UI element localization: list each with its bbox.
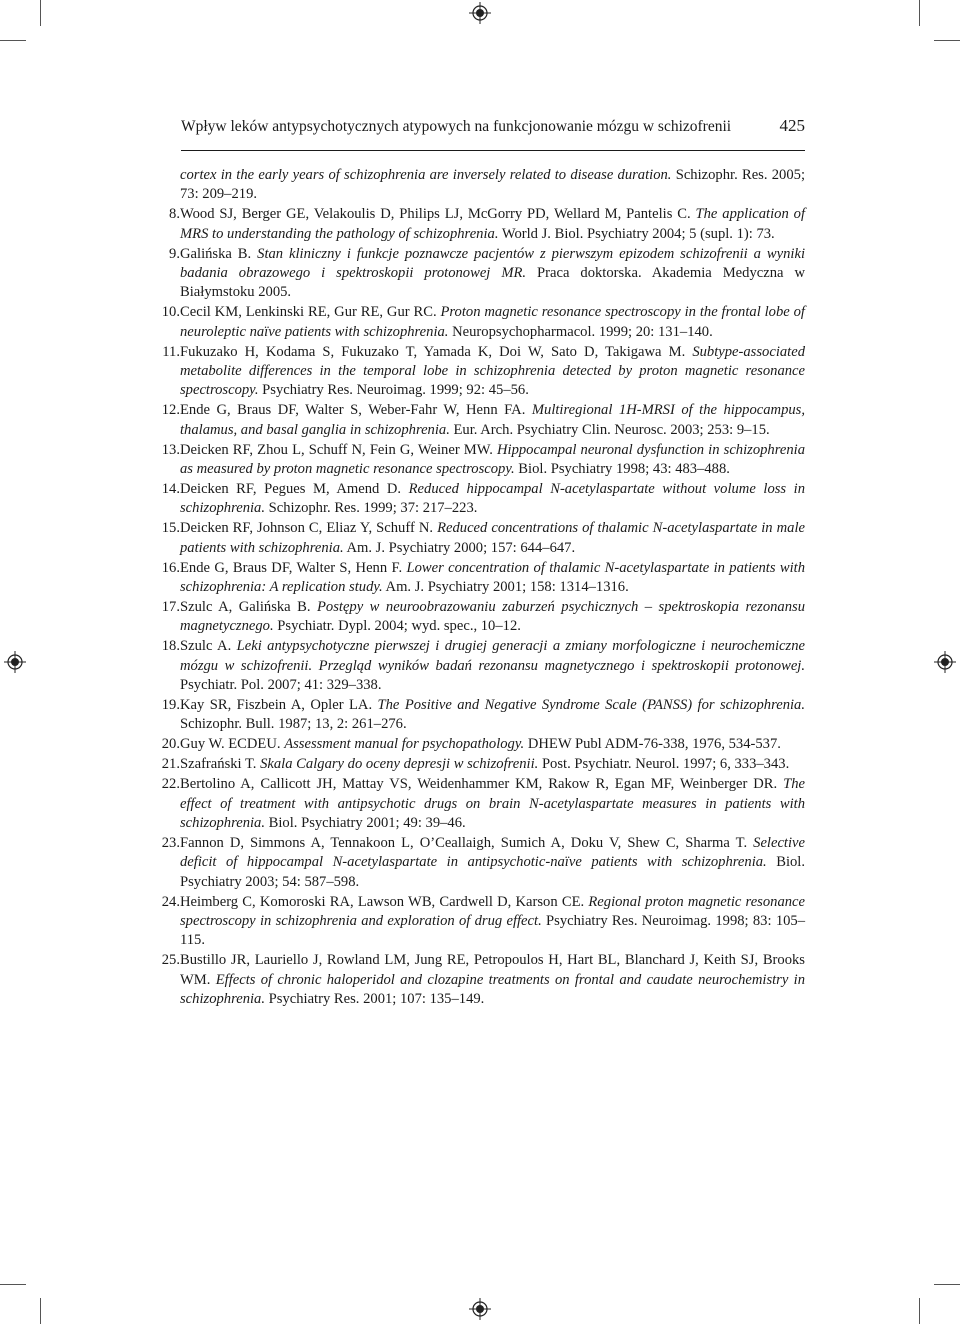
reference-source: World J. Biol. Psychiatry 2004; 5 (supl. 1): 73. (498, 225, 775, 242)
reference-item (143, 696, 805, 735)
reference-number (143, 303, 180, 342)
reference-number-text: 8. (169, 206, 180, 223)
reference-item (143, 893, 805, 951)
reference-authors: Ende G, Braus DF, Walter S, Henn F. (180, 559, 407, 576)
reference-number-text: 12. (161, 402, 180, 419)
reference-authors: Fannon D, Simmons A, Tennakoon L, O’Ceallaigh, Sumich A, Doku V, Shew C, Sharma T. (180, 834, 754, 851)
reference-number-text: 9. (169, 245, 180, 262)
reference-number (143, 166, 180, 205)
reference-authors: Galińska B. (180, 245, 258, 262)
reference-source: Am. J. Psychiatry 2000; 157: 644–647. (343, 539, 576, 556)
reference-authors: Szulc A, Galińska B. (180, 598, 317, 615)
reference-number-text: 20. (161, 736, 180, 753)
reference-authors: Deicken RF, Johnson C, Eliaz Y, Schuff N. (180, 520, 438, 537)
reference-title: Reduced concentrations of thalamic N-acetylaspartate in male patients with schizophrenia. (180, 520, 805, 556)
reference-title: Hippocampal neuronal dysfunction in schizophrenia as measured by proton magnetic resonance spectroscopy. (180, 441, 805, 478)
reference-number (143, 205, 180, 244)
reference-authors: Bustillo JR, Lauriello J, Rowland LM, Jung RE, Petropoulos H, Hart BL, Blanchard J, Keith SJ, Brooks WM. (180, 952, 805, 988)
reference-number-text: 17. (161, 598, 180, 615)
reference-title: The application of MRS to understanding the pathology of schizophrenia. (180, 206, 805, 242)
reference-text (180, 245, 805, 303)
reference-source: Schizophr. Bull. 1987; 13, 2: 261–276. (180, 716, 407, 733)
reference-title: Selective deficit of hippocampal N-acetylaspartate in antipsychotic-naïve patients with schizophrenia. (180, 834, 805, 871)
reference-text (180, 735, 805, 754)
reference-text (180, 303, 805, 342)
reference-authors: Guy W. ECDEU. (180, 736, 285, 753)
reference-title: Lower concentration of thalamic N-acetylaspartate in patients with schizophrenia: A replication study. (180, 559, 806, 596)
reference-number-text: 14. (161, 481, 180, 497)
reference-source: Praca doktorska. Akademia Medyczna w Białymstoku 2005. (180, 265, 805, 301)
registration-mark-icon (4, 651, 26, 673)
reference-item (143, 951, 805, 1009)
reference-item (143, 303, 805, 342)
reference-text (180, 480, 805, 519)
reference-item (143, 205, 805, 244)
reference-authors: Fukuzako H, Kodama S, Fukuzako T, Yamada K, Doi W, Sato D, Takigawa M. (180, 343, 693, 360)
reference-source: Post. Psychiatr. Neurol. 1997; 6, 333–343. (538, 756, 790, 773)
reference-source: Eur. Arch. Psychiatry Clin. Neurosc. 2003; 253: 9–15. (449, 421, 770, 438)
reference-item (143, 775, 805, 833)
reference-title: Reduced hippocampal N-acetylaspartate without volume loss in schizophrenia. (180, 481, 806, 517)
registration-mark-icon (934, 651, 956, 673)
reference-number (143, 755, 180, 774)
reference-authors: Deicken RF, Zhou L, Schuff N, Fein G, Weiner MW. (180, 441, 497, 458)
reference-title: Skala Calgary do oceny depresji w schizofrenii. (260, 756, 539, 773)
reference-source: Psychiatry Res. Neuroimag. 1998; 83: 105–115. (180, 912, 806, 949)
reference-list (143, 166, 805, 1010)
reference-number (143, 696, 180, 735)
page-number: 425 (779, 116, 805, 135)
reference-number-text: 24. (161, 893, 180, 910)
reference-title: Effects of chronic haloperidol and clozapine treatments on frontal and caudate neurochemistry in schizophrenia. (180, 971, 805, 1008)
reference-title: Regional proton magnetic resonance spectroscopy in schizophrenia and exploration of drug effect. (180, 893, 805, 929)
registration-mark-icon (469, 1298, 491, 1320)
reference-item (143, 480, 805, 519)
reference-number-text: 25. (161, 952, 180, 969)
reference-item (143, 441, 805, 480)
reference-title: Stan kliniczny i funkcje poznawcze pacjentów z pierwszym epizodem schizofrenii a wyniki badania obrazowego i spektroskopii protonowej MR. (180, 245, 805, 282)
reference-number-text: 13. (161, 441, 180, 458)
crop-mark (40, 1298, 41, 1324)
reference-item (143, 598, 805, 637)
reference-title: The Positive and Negative Syndrome Scale (PANSS) for schizophrenia. (377, 696, 805, 713)
reference-authors: Szafrański T. (180, 756, 261, 773)
reference-text (180, 598, 805, 637)
reference-title: cortex in the early years of schizophrenia are inversely related to disease duration. (180, 167, 672, 183)
reference-item (143, 166, 805, 205)
reference-number-text: 22. (161, 776, 180, 793)
reference-number (143, 735, 180, 754)
reference-number (143, 951, 180, 1009)
reference-number (143, 834, 180, 892)
reference-text (180, 166, 805, 205)
reference-number-text: 21. (161, 756, 180, 773)
crop-mark (934, 1284, 960, 1285)
reference-number-text: 11. (162, 343, 180, 360)
reference-text (180, 205, 805, 244)
reference-text (180, 755, 805, 774)
reference-authors: Wood SJ, Berger GE, Velakoulis D, Philips LJ, McGorry PD, Wellard M, Pantelis C. (180, 206, 696, 223)
reference-authors: Cecil KM, Lenkinski RE, Gur RE, Gur RC. (180, 304, 441, 321)
reference-source: Neuropsychopharmacol. 1999; 20: 131–140. (448, 323, 713, 340)
reference-text (180, 637, 805, 695)
reference-source: Psychiatr. Dypl. 2004; wyd. spec., 10–12. (273, 618, 521, 635)
reference-authors: Bertolino A, Callicott JH, Mattay VS, Weidenhammer KM, Rakow R, Egan MF, Weinberger DR. (180, 776, 784, 793)
crop-mark (934, 40, 960, 41)
reference-item (143, 519, 805, 558)
reference-source: Am. J. Psychiatry 2001; 158: 1314–1316. (382, 579, 629, 596)
reference-item (143, 343, 805, 401)
reference-number-text: 15. (161, 520, 180, 537)
crop-mark (919, 1298, 920, 1324)
crop-mark (40, 0, 41, 26)
reference-number (143, 637, 180, 695)
header-rule (181, 150, 805, 151)
reference-item (143, 637, 805, 695)
reference-text (180, 559, 805, 598)
reference-number (143, 441, 180, 480)
reference-text (180, 893, 805, 951)
reference-text (180, 441, 805, 480)
reference-item (143, 834, 805, 892)
reference-number-text: 19. (161, 696, 180, 713)
reference-source: Psychiatry Res. Neuroimag. 1999; 92: 45–56. (258, 382, 529, 399)
reference-authors: Ende G, Braus DF, Walter S, Weber-Fahr W, Henn FA. (180, 402, 532, 419)
reference-title: Postępy w neuroobrazowaniu zaburzeń psychicznych – spektroskopia rezonansu magnetycznego. (180, 598, 805, 635)
reference-number (143, 559, 180, 598)
reference-number-text: 16. (161, 559, 180, 576)
crop-mark (919, 0, 920, 26)
reference-number-text: 10. (161, 304, 180, 321)
reference-item (143, 245, 805, 303)
reference-title: Subtype-associated metabolite differences in the temporal lobe in schizophrenia detected by proton magnetic resonance spectroscopy. (180, 343, 805, 399)
crop-mark (0, 40, 26, 41)
reference-text (180, 696, 805, 735)
reference-number (143, 598, 180, 637)
reference-text (180, 775, 805, 833)
reference-number (143, 480, 180, 519)
reference-source: Biol. Psychiatry 1998; 43: 483–488. (514, 461, 730, 478)
reference-source: Psychiatr. Pol. 2007; 41: 329–338. (180, 677, 382, 694)
reference-number (143, 245, 180, 303)
reference-number-text: 18. (161, 638, 180, 655)
reference-item (143, 559, 805, 598)
reference-text (180, 834, 805, 892)
registration-mark-icon (469, 2, 491, 24)
reference-authors: Szulc A. (180, 638, 237, 655)
reference-source: Schizophr. Res. 1999; 37: 217–223. (265, 500, 478, 517)
reference-text (180, 343, 805, 401)
reference-item (143, 755, 805, 774)
reference-text (180, 401, 805, 440)
reference-source: Biol. Psychiatry 2001; 49: 39–46. (265, 814, 466, 831)
reference-authors: Heimberg C, Komoroski RA, Lawson WB, Cardwell D, Karson CE. (180, 893, 589, 910)
reference-text (180, 519, 805, 558)
reference-source: Schizophr. Res. 2005; 73: 209–219. (180, 167, 805, 203)
reference-title: Leki antypsychotyczne pierwszej i drugiej generacji a zmiany morfologiczne i neurochemiczne mózgu w schizofrenii. Przegląd wyników badań rezonansu magnetycznego i spektroskopii protonowej. (180, 638, 805, 674)
reference-number (143, 343, 180, 401)
reference-source: Psychiatry Res. 2001; 107: 135–149. (265, 991, 485, 1008)
reference-title: The effect of treatment with antipsychotic drugs on brain N-acetylaspartate measures in patients with schizophrenia. (180, 776, 805, 831)
reference-number (143, 893, 180, 951)
reference-item (143, 401, 805, 440)
reference-item (143, 735, 805, 754)
reference-source: Biol. Psychiatry 2003; 54: 587–598. (180, 854, 806, 890)
reference-title: Proton magnetic resonance spectroscopy in the frontal lobe of neuroleptic naïve patients with schizophrenia. (180, 304, 805, 340)
reference-source: DHEW Publ ADM-76-338, 1976, 534-537. (524, 736, 781, 753)
reference-number (143, 519, 180, 558)
reference-number (143, 401, 180, 440)
reference-number-text: 23. (161, 834, 180, 851)
reference-text (180, 951, 805, 1009)
crop-mark (0, 1284, 26, 1285)
reference-authors: Deicken RF, Pegues M, Amend D. (180, 481, 409, 497)
reference-title: Assessment manual for psychopathology. (284, 736, 525, 753)
running-title: Wpływ leków antypsychotycznych atypowych na funkcjonowanie mózgu w schizofrenii (181, 118, 732, 135)
reference-number (143, 775, 180, 833)
reference-title: Multiregional 1H-MRSI of the hippocampus, thalamus, and basal ganglia in schizophrenia. (180, 402, 805, 438)
reference-authors: Kay SR, Fiszbein A, Opler LA. (180, 696, 378, 713)
